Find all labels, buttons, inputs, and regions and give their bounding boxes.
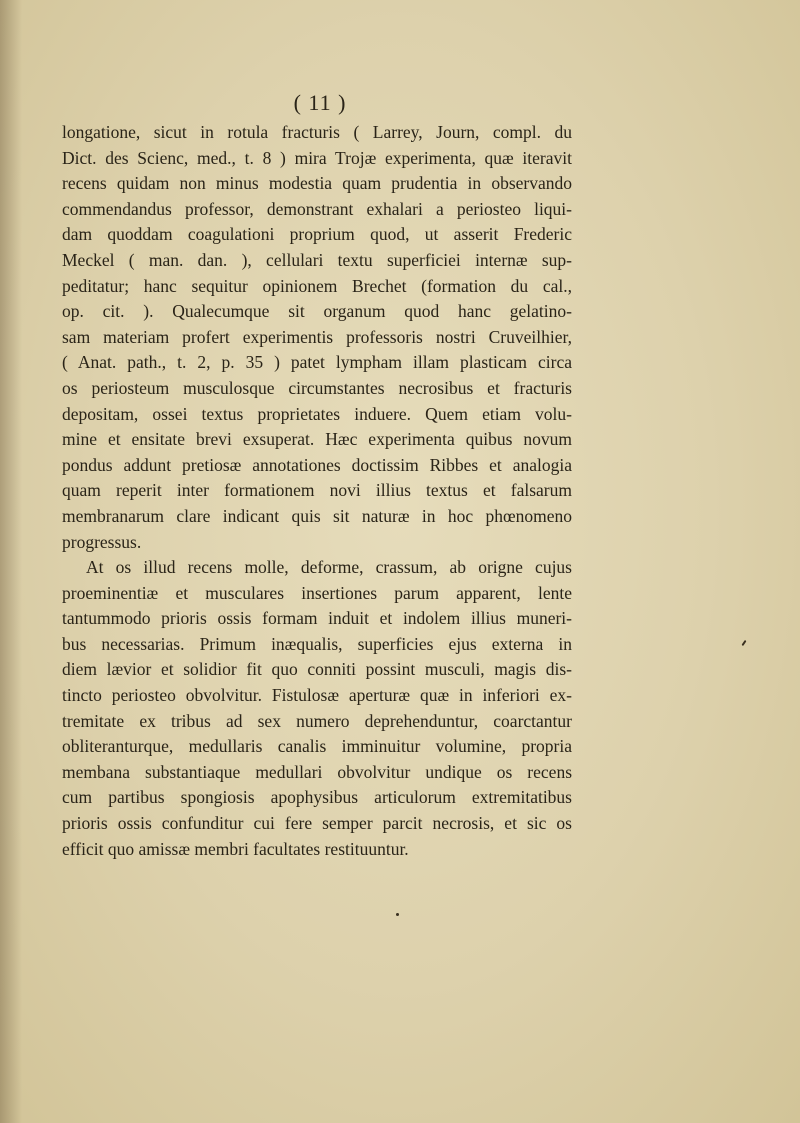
- text-line: bus necessarias. Primum inæqualis, superficies ejus externa in: [62, 633, 572, 654]
- ink-speck: [396, 913, 399, 916]
- text-line: commendandus professor, demonstrant exhalari a periosteo liqui-: [62, 198, 572, 219]
- text-line: tremitate ex tribus ad sex numero deprehenduntur, coarctantur: [62, 710, 572, 731]
- text-line: efficit quo amissæ membri facultates restituuntur.: [62, 838, 409, 859]
- text-line: depositam, ossei textus proprietates induere. Quem etiam volu-: [62, 403, 572, 424]
- text-line: proeminentiæ et musculares insertiones parum apparent, lente: [62, 582, 572, 603]
- text-line: mine et ensitate brevi exsuperat. Hæc experimenta quibus novum: [62, 429, 572, 450]
- body-text: [62, 120, 572, 862]
- text-line: dam quoddam coagulationi proprium quod, ut asserit Frederic: [62, 224, 572, 245]
- text-line: longatione, sicut in rotula fracturis ( Larrey, Journ, compl. du: [62, 122, 572, 142]
- text-line: op. cit. ). Qualecumque sit organum quod hanc gelatino-: [62, 301, 572, 322]
- text-line: cum partibus spongiosis apophysibus articulorum extremitatibus: [62, 787, 572, 808]
- text-line: membana substantiaque medullari obvolvitur undique os recens: [62, 761, 572, 782]
- text-line: pondus addunt pretiosæ annotationes doctissim Ribbes et analogia: [62, 454, 572, 475]
- text-line: Dict. des Scienc, med., t. 8 ) mira Trojæ experimenta, quæ iteravit: [62, 147, 572, 168]
- text-line: obliteranturque, medullaris canalis imminuitur volumine, propria: [62, 736, 572, 757]
- page-number: ( 11 ): [293, 90, 347, 115]
- paragraph: [62, 120, 572, 555]
- text-line: sam materiam profert experimentis professoris nostri Cruveilhier,: [62, 326, 572, 347]
- text-line: membranarum clare indicant quis sit naturæ in hoc phœnomeno: [62, 505, 572, 526]
- binding-shadow: [0, 0, 22, 1123]
- text-line: Meckel ( man. dan. ), cellulari textu superficiei internæ sup-: [62, 249, 572, 270]
- text-line: At os illud recens molle, deforme, crassum, ab origne cujus: [86, 557, 572, 578]
- text-line: recens quidam non minus modestia quam prudentia in observando: [62, 173, 572, 194]
- text-line: ( Anat. path., t. 2, p. 35 ) patet lympham illam plasticam circa: [62, 352, 572, 373]
- text-line: tantummodo prioris ossis formam induit et indolem illius muneri-: [62, 608, 572, 629]
- text-line: os periosteum musculosque circumstantes necrosibus et fracturis: [62, 377, 572, 398]
- ink-speck: [741, 640, 746, 646]
- text-line: peditatur; hanc sequitur opinionem Brechet (formation du cal.,: [62, 275, 572, 296]
- paragraph: [62, 555, 572, 862]
- text-line: quam reperit inter formationem novi illius textus et falsarum: [62, 480, 572, 501]
- text-line: tincto periosteo obvolvitur. Fistulosæ aperturæ quæ in inferiori ex-: [62, 685, 572, 706]
- text-line: progressus.: [62, 531, 142, 552]
- text-line: prioris ossis confunditur cui fere semper parcit necrosis, et sic os: [62, 813, 572, 834]
- text-line: diem lævior et solidior fit quo conniti possint musculi, magis dis-: [62, 659, 572, 680]
